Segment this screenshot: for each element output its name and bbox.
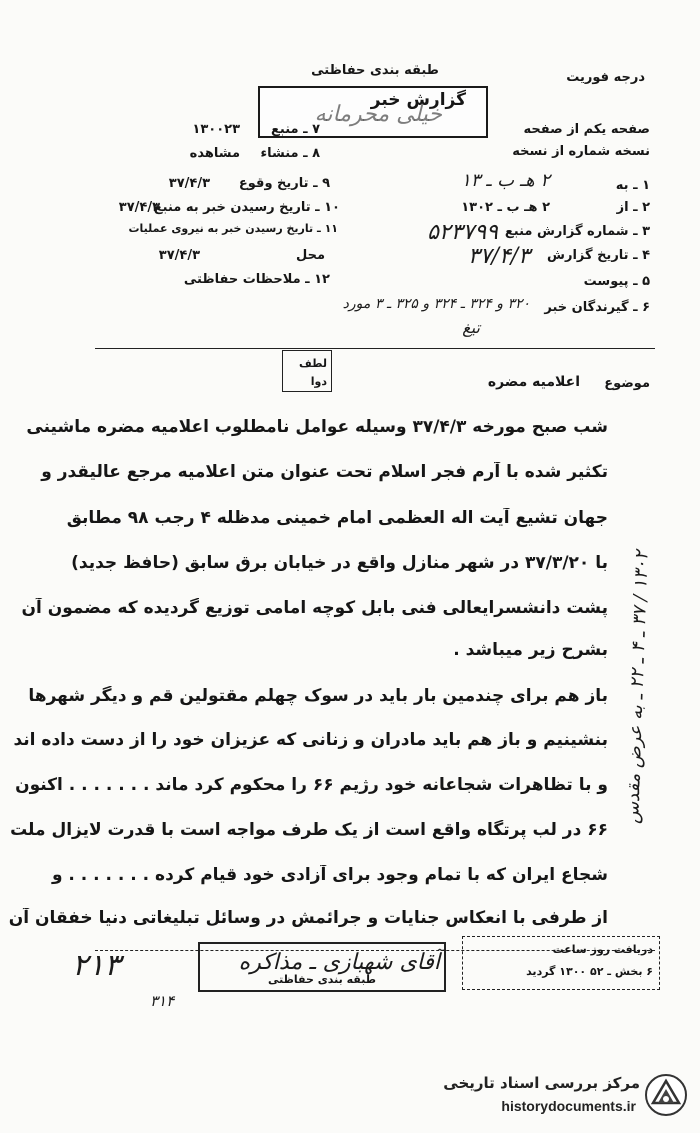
title-stamp-text: گزارش خبر	[370, 90, 466, 110]
body-line: پشت دانشسرایعالی فنی بابل کوچه امامی توزیع گردیده که مضمون آن	[21, 598, 608, 618]
body-line: شب صبح مورخه ۳۷/۴/۳ وسیله عوامل نامطلوب اعلامیه مضره ماشینی	[26, 417, 608, 437]
field-source-report-no-label: ۳ ـ شماره گزارش منبع	[504, 224, 650, 239]
hand-signature: آقای شهبازی ـ مذاکره	[238, 950, 440, 975]
body-line: بشرح زیر میباشد .	[453, 640, 608, 660]
body-line: از طرفی با انعکاس جنایات و جرائمش در وسائل تبلیغاتی دنیا خفقان آن	[8, 908, 608, 928]
body-line: و با تظاهرات شجاعانه خود رژیم ۶۶ را محکوم کرد ماند . . . . . . . اکنون	[15, 775, 608, 795]
side-stamp-line1: لطف	[299, 357, 327, 370]
receipt-line2: ۶ بخش ـ ۵۲ ۱۳۰۰ گردید	[526, 965, 653, 978]
origin-value: مشاهده	[189, 146, 240, 161]
watermark-url: historydocuments.ir	[501, 1098, 636, 1114]
hand-number-sub: ۳۱۴	[150, 992, 175, 1010]
side-stamp-line2: دوا	[310, 375, 327, 388]
subject-value: اعلامیه مضره	[487, 374, 580, 390]
body-line: تکثیر شده با آرم فجر اسلام تحت عنوان متن اعلامیه مرجع عالیقدر و	[41, 462, 608, 482]
field-source-report-no-value: ۵۲۳۷۹۹	[427, 220, 498, 245]
page-label: صفحه یکم از صفحه	[523, 122, 650, 137]
copies-label: نسخه شماره از نسخه	[512, 144, 650, 159]
body-line: شجاع ایران که با تمام وجود برای آزادی خود قیام کرده . . . . . . . و	[51, 865, 608, 885]
field-from-value: ۲ هـ ب ـ ۱۳۰۲	[461, 200, 550, 215]
field-security-notes-label: ۱۲ ـ ملاحظات حفاظتی	[183, 272, 330, 287]
field-to-label: ۱ ـ به	[615, 178, 650, 193]
hand-number: ۲۱۳	[72, 948, 121, 983]
receipt-stamp	[462, 936, 660, 990]
body-line: با ۳۷/۳/۲۰ در شهر منازل واقع در خیابان برق سابق (حافظ جدید)	[71, 553, 608, 573]
field-received-at-source-value: ۳۷/۴/۳	[118, 200, 160, 215]
bottom-classification-stamp	[198, 942, 446, 992]
field-received-at-ops-label: ۱۱ ـ تاریخ رسیدن خبر به نیروی عملیات	[128, 222, 338, 235]
field-received-at-source-label: ۱۰ ـ تاریخ رسیدن خبر به منبع	[153, 200, 340, 215]
source-label: ۷ ـ منبع	[271, 122, 320, 137]
side-stamp	[282, 350, 332, 392]
field-location-label: محل	[295, 248, 325, 263]
body-line: بنشینیم و باز هم باید مادران و زنانی که عزیزان خود را از دست داده اند	[13, 730, 608, 750]
field-recipients-label: ۶ ـ گیرندگان خبر	[544, 300, 650, 315]
body-line: جهان تشیع آیت اله العظمی امام خمینی مدظله ۴ رجب ۹۸ مطابق	[66, 508, 608, 528]
source-value: ۱۳۰۰۲۳	[192, 122, 240, 137]
field-report-date-label: ۴ ـ تاریخ گزارش	[547, 248, 650, 263]
urgency-label: درجه فوریت	[566, 70, 645, 85]
field-from-label: ۲ ـ از	[616, 200, 650, 215]
body-line: ۶۶ در لب پرتگاه واقع است از یک طرف مواجه است با قدرت لایزال ملت	[10, 820, 608, 840]
body-line: باز هم برای چندمین بار باید در سوک چهلم مقتولین قم و دیگر شهرها	[28, 686, 608, 706]
field-report-date-value: ۳۷/۴/۳	[467, 244, 530, 269]
watermark-title: مرکز بررسی اسناد تاریخی	[443, 1074, 640, 1092]
watermark-logo-icon	[644, 1073, 688, 1117]
field-occurrence-date-value: ۳۷/۴/۳	[168, 176, 210, 191]
origin-label: ۸ ـ منشاء	[260, 146, 320, 161]
margin-note: ۱۳۰۲ / ۳۷ ـ ۴ ـ ۲۲ ـ به عرض مقدس	[622, 550, 653, 825]
header-separator	[95, 348, 655, 349]
field-location-value: ۳۷/۴/۳	[158, 248, 200, 263]
title-stamp-handwriting: خیلی محرمانه	[314, 102, 442, 127]
subject-label: موضوع	[604, 376, 650, 391]
hand-tail: تیغ	[462, 318, 480, 337]
field-attachment-label: ۵ ـ پیوست	[583, 274, 650, 289]
classification-bottom: طبقه بندی حفاظتی	[267, 973, 377, 986]
classification-top: طبقه بندی حفاظتی	[311, 63, 439, 78]
field-recipients-value: ۳۲۰ و ۳۲۴ ـ ۳۲۴ و ۳۲۵ ـ ۳ مورد	[342, 296, 530, 312]
field-occurrence-date-label: ۹ ـ تاریخ وقوع	[238, 176, 330, 191]
receipt-line1: دریافت روز ساعت	[552, 943, 653, 956]
field-to-value: ۲ هـ ب ـ ۱۳	[461, 170, 550, 191]
